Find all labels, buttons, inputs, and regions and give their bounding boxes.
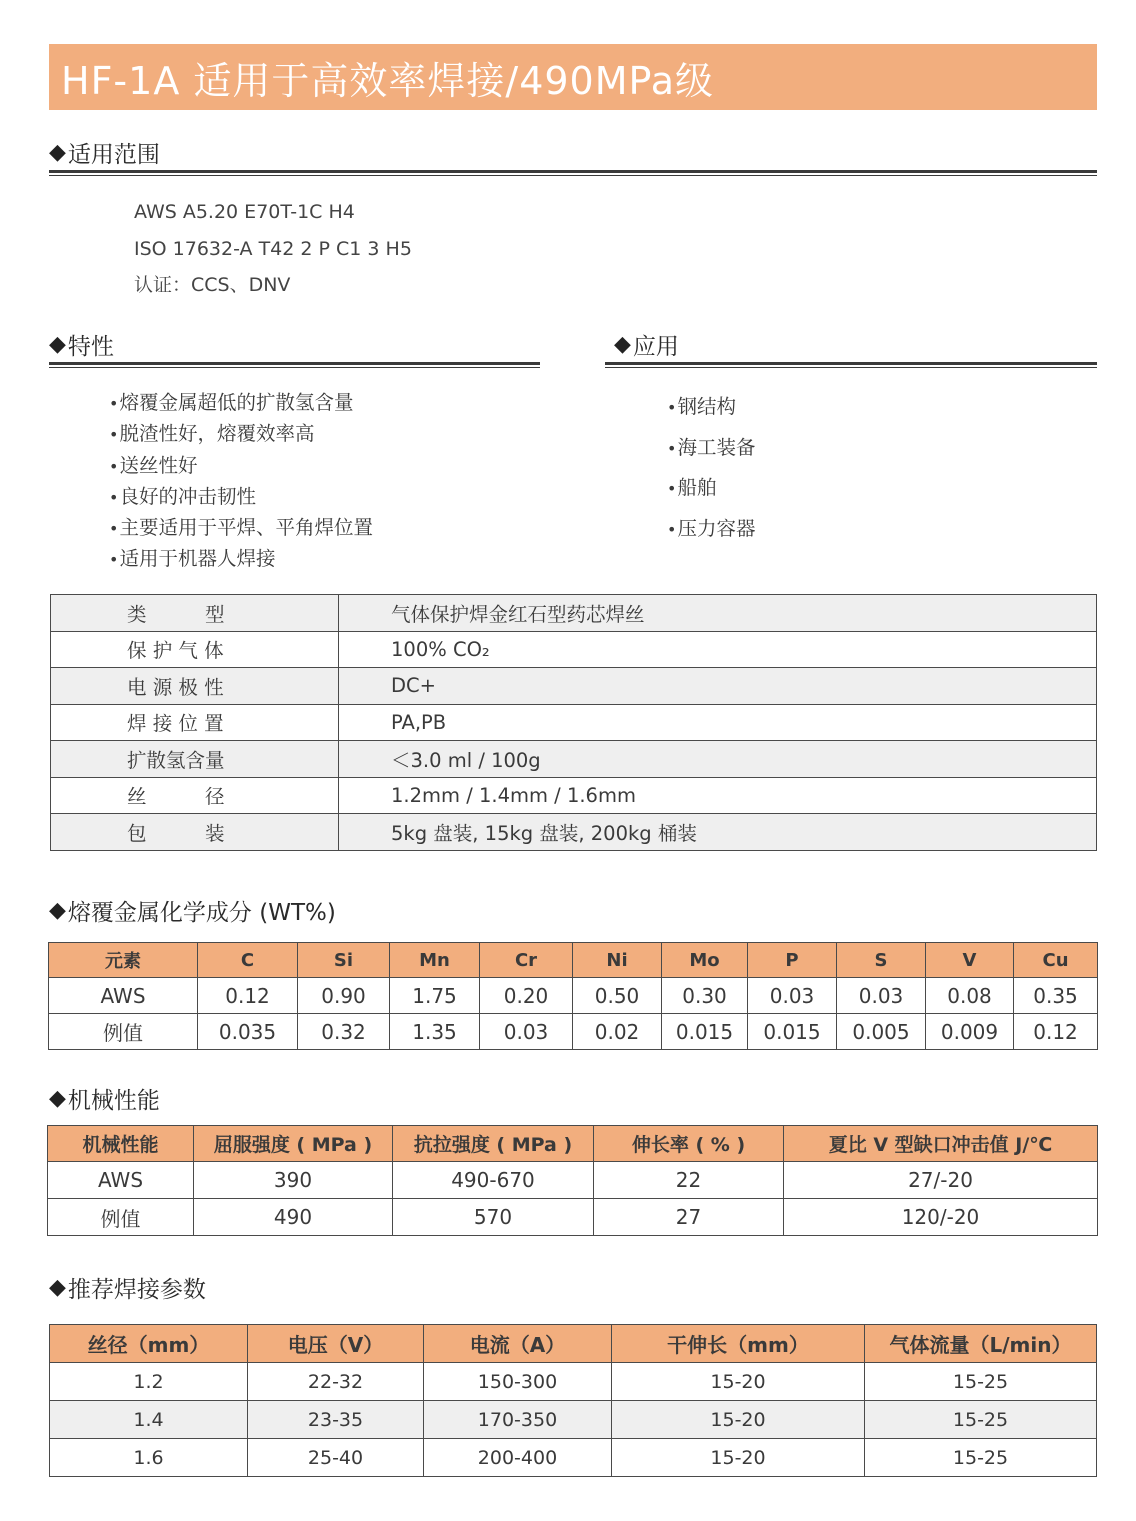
section-heading-mechanical: [49, 1082, 160, 1115]
scope-heading-text: 适用范围: [67, 142, 160, 168]
page-title: HF-1A 适用于高效率焊接/490MPa级: [61, 58, 715, 103]
table-cell: 25-40: [248, 1439, 424, 1477]
section-heading-chemistry: [49, 894, 336, 927]
table-cell: 22-32: [248, 1363, 424, 1401]
diamond-icon: ◆: [49, 898, 66, 923]
table-cell: 22: [594, 1162, 784, 1199]
table-cell: 15-20: [612, 1363, 865, 1401]
table-cell: 例值: [48, 1199, 194, 1236]
feature-item: •熔覆金属超低的扩散氢含量: [109, 391, 354, 414]
scope-list: [134, 194, 412, 304]
table-cell: 0.50: [573, 978, 662, 1014]
table-cell: 0.12: [1014, 1014, 1098, 1050]
column-header: 抗拉强度 ( MPa ): [393, 1126, 594, 1162]
section-heading-scope: [49, 136, 160, 169]
column-header: 夏比 V 型缺口冲击值 J/℃: [784, 1126, 1098, 1162]
scope-line: 认证：CCS、DNV: [134, 274, 291, 296]
feature-item: •适用于机器人焊接: [109, 547, 276, 571]
applications-heading-text: 应用: [632, 334, 679, 360]
spec-value: DC+: [339, 668, 1097, 705]
application-item: •船舶: [667, 476, 717, 500]
table-cell: 0.08: [926, 978, 1014, 1014]
application-item: •钢结构: [667, 395, 736, 418]
table-cell: 390: [194, 1162, 393, 1199]
diamond-icon: ◆: [49, 140, 66, 165]
column-header: P: [748, 943, 837, 978]
spec-row: [51, 595, 1097, 632]
column-header: Mo: [662, 943, 748, 978]
scope-line: ISO 17632-A T42 2 P C1 3 H5: [134, 237, 412, 260]
features-list: [109, 388, 373, 576]
spec-key: 电 源 极 性: [51, 668, 339, 705]
table-cell: 0.03: [837, 978, 926, 1014]
table-cell: 0.30: [662, 978, 748, 1014]
table-cell: 15-25: [865, 1363, 1097, 1401]
table-cell: 15-25: [865, 1439, 1097, 1477]
column-header: 机械性能: [48, 1126, 194, 1162]
table-cell: 15-20: [612, 1439, 865, 1477]
table-cell: 0.009: [926, 1014, 1014, 1050]
chemistry-heading-text: 熔覆金属化学成分 (WT%): [67, 900, 336, 926]
table-cell: 0.035: [198, 1014, 298, 1050]
parameters-header-row: [50, 1325, 1097, 1363]
table-cell: 27: [594, 1199, 784, 1236]
spec-value: 气体保护焊金红石型药芯焊丝: [339, 595, 1097, 632]
section-divider: [49, 170, 1097, 176]
column-header: Mn: [390, 943, 480, 978]
table-cell: 150-300: [424, 1363, 612, 1401]
spec-value: PA,PB: [339, 704, 1097, 741]
section-divider: [605, 362, 1097, 368]
feature-item: •送丝性好: [109, 453, 198, 477]
column-header: 干伸长（mm）: [612, 1325, 865, 1363]
table-cell: 例值: [49, 1014, 198, 1050]
table-row: [48, 1199, 1098, 1236]
feature-item: •主要适用于平焊、平角焊位置: [109, 516, 373, 540]
table-row: [50, 1401, 1097, 1439]
spec-key: 保 护 气 体: [51, 631, 339, 668]
table-cell: 490-670: [393, 1162, 594, 1199]
feature-item: •良好的冲击韧性: [109, 484, 256, 508]
table-cell: 0.015: [662, 1014, 748, 1050]
chemistry-table: [48, 942, 1098, 1050]
column-header: 电压（V）: [248, 1325, 424, 1363]
diamond-icon: ◆: [49, 1086, 66, 1111]
column-header: 丝径（mm）: [50, 1325, 248, 1363]
table-cell: 0.03: [480, 1014, 573, 1050]
spec-key: 焊 接 位 置: [51, 704, 339, 741]
column-header: Ni: [573, 943, 662, 978]
column-header: C: [198, 943, 298, 978]
table-cell: 1.4: [50, 1401, 248, 1439]
spec-value: 100% CO₂: [339, 631, 1097, 668]
table-row: [50, 1439, 1097, 1477]
chemistry-header-row: [49, 943, 1098, 978]
diamond-icon: ◆: [614, 332, 631, 357]
section-heading-applications: [614, 328, 679, 361]
spec-row: [51, 814, 1097, 851]
spec-key: 扩散氢含量: [51, 741, 339, 778]
column-header: 元素: [49, 943, 198, 978]
table-cell: 15-25: [865, 1401, 1097, 1439]
title-banner: [49, 44, 1097, 110]
section-divider: [49, 362, 540, 368]
spec-value: 1.2mm / 1.4mm / 1.6mm: [339, 777, 1097, 814]
diamond-icon: ◆: [49, 1275, 66, 1300]
column-header: 伸长率 ( % ): [594, 1126, 784, 1162]
table-cell: AWS: [49, 978, 198, 1014]
table-row: [50, 1363, 1097, 1401]
table-cell: 15-20: [612, 1401, 865, 1439]
spec-value: ＜3.0 ml / 100g: [339, 741, 1097, 778]
feature-item: •脱渣性好，熔覆效率高: [109, 422, 315, 446]
table-row: [48, 1162, 1098, 1199]
spec-table: [50, 594, 1097, 851]
section-heading-features: [49, 328, 114, 361]
table-row: [49, 978, 1098, 1014]
mechanical-heading-text: 机械性能: [67, 1088, 160, 1114]
table-cell: 0.20: [480, 978, 573, 1014]
table-cell: 1.2: [50, 1363, 248, 1401]
table-cell: 0.32: [298, 1014, 390, 1050]
table-cell: 0.005: [837, 1014, 926, 1050]
table-cell: 0.90: [298, 978, 390, 1014]
spec-key: 类 型: [51, 595, 339, 632]
spec-key: 包 装: [51, 814, 339, 851]
table-cell: 120/-20: [784, 1199, 1098, 1236]
column-header: 电流（A）: [424, 1325, 612, 1363]
features-heading-text: 特性: [67, 334, 114, 360]
application-item: •海工装备: [667, 435, 756, 459]
table-cell: 0.02: [573, 1014, 662, 1050]
parameters-table: [49, 1324, 1097, 1477]
section-heading-parameters: [49, 1271, 206, 1304]
column-header: 气体流量（L/min）: [865, 1325, 1097, 1363]
mechanical-header-row: [48, 1126, 1098, 1162]
mechanical-table: [47, 1125, 1098, 1236]
table-cell: 570: [393, 1199, 594, 1236]
spec-row: [51, 777, 1097, 814]
spec-key: 丝 径: [51, 777, 339, 814]
column-header: Cu: [1014, 943, 1098, 978]
diamond-icon: ◆: [49, 332, 66, 357]
column-header: Si: [298, 943, 390, 978]
table-row: [49, 1014, 1098, 1050]
spec-row: [51, 631, 1097, 668]
table-cell: 1.75: [390, 978, 480, 1014]
table-cell: 1.6: [50, 1439, 248, 1477]
table-cell: 27/-20: [784, 1162, 1098, 1199]
spec-row: [51, 704, 1097, 741]
column-header: Cr: [480, 943, 573, 978]
table-cell: AWS: [48, 1162, 194, 1199]
table-cell: 0.015: [748, 1014, 837, 1050]
spec-value: 5kg 盘装, 15kg 盘装, 200kg 桶装: [339, 814, 1097, 851]
spec-row: [51, 668, 1097, 705]
table-cell: 0.35: [1014, 978, 1098, 1014]
parameters-heading-text: 推荐焊接参数: [67, 1277, 206, 1303]
table-cell: 23-35: [248, 1401, 424, 1439]
application-item: •压力容器: [667, 517, 756, 541]
table-cell: 200-400: [424, 1439, 612, 1477]
spec-row: [51, 741, 1097, 778]
column-header: 屈服强度 ( MPa ): [194, 1126, 393, 1162]
scope-line: AWS A5.20 E70T-1C H4: [134, 201, 355, 223]
table-cell: 0.12: [198, 978, 298, 1014]
table-cell: 490: [194, 1199, 393, 1236]
table-cell: 170-350: [424, 1401, 612, 1439]
applications-list: [667, 387, 755, 550]
column-header: V: [926, 943, 1014, 978]
column-header: S: [837, 943, 926, 978]
table-cell: 1.35: [390, 1014, 480, 1050]
table-cell: 0.03: [748, 978, 837, 1014]
